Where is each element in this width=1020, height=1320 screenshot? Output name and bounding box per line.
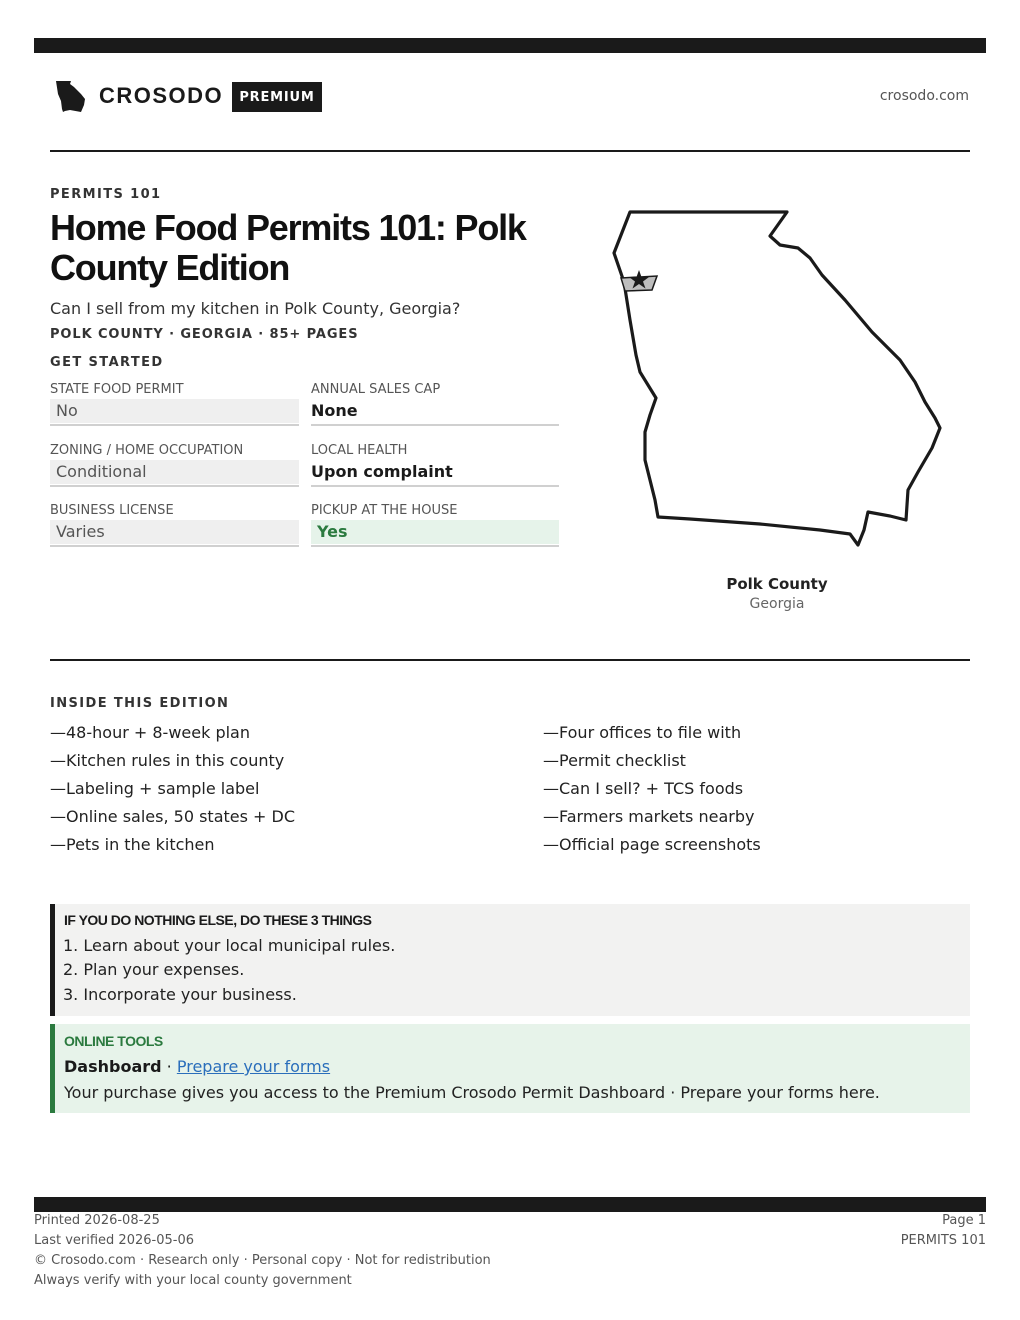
georgia-state-icon	[53, 79, 89, 115]
footer-section: PERMITS 101	[900, 1233, 986, 1248]
tools-separator: ·	[161, 1057, 177, 1076]
online-tools-callout	[50, 1024, 970, 1113]
list-item: —Farmers markets nearby	[543, 807, 755, 826]
fact-underline	[50, 424, 299, 426]
fact-local-health	[311, 443, 559, 493]
fact-underline	[311, 485, 559, 487]
eyebrow: PERMITS 101	[50, 187, 162, 202]
fact-label: ZONING / HOME OCCUPATION	[50, 443, 244, 458]
fact-label: ANNUAL SALES CAP	[311, 382, 441, 397]
list-item: —Official page screenshots	[543, 835, 761, 854]
fact-value: Conditional	[50, 460, 299, 484]
prepare-forms-link[interactable]: Prepare your forms	[176, 1057, 331, 1076]
site-url[interactable]: crosodo.com	[879, 88, 969, 104]
copyright: © Crosodo.com · Research only · Personal copy · Not for redistribution	[34, 1253, 491, 1268]
contents-list-left	[50, 722, 470, 862]
fact-state-food-permit	[50, 382, 299, 432]
fact-value: Yes	[311, 520, 559, 544]
tools-links-row	[64, 1057, 330, 1076]
georgia-outline	[614, 212, 940, 545]
fact-label: STATE FOOD PERMIT	[50, 382, 184, 397]
subtitle: Can I sell from my kitchen in Polk County, Georgia?	[50, 299, 461, 318]
callout-step: 3. Incorporate your business.	[63, 985, 297, 1004]
list-item: —Four offices to file with	[543, 723, 742, 742]
get-started-heading: GET STARTED	[50, 355, 164, 370]
tools-description: Your purchase gives you access to the Premium Crosodo Permit Dashboard · Prepare your forms here.	[64, 1083, 880, 1102]
header-divider	[50, 150, 970, 152]
fact-underline	[50, 485, 299, 487]
brand-name: CROSODO	[99, 83, 224, 108]
fact-annual-sales-cap	[311, 382, 559, 432]
dashboard-label: Dashboard	[64, 1057, 162, 1076]
map-state-name: Georgia	[749, 596, 805, 612]
fact-label: PICKUP AT THE HOUSE	[311, 503, 458, 518]
fact-value: None	[311, 401, 358, 420]
fact-pickup	[311, 503, 559, 553]
fact-value: Varies	[50, 520, 299, 544]
premium-badge: PREMIUM	[232, 82, 322, 112]
fact-underline	[50, 545, 299, 547]
page-title: Home Food Permits 101: Polk County Edition	[50, 207, 526, 288]
list-item: —Permit checklist	[543, 751, 686, 770]
contents-list-right	[543, 722, 963, 862]
list-item: —48-hour + 8-week plan	[50, 723, 250, 742]
edition-meta: POLK COUNTY · GEORGIA · 85+ PAGES	[50, 327, 359, 342]
tools-heading: ONLINE TOOLS	[64, 1033, 163, 1049]
list-item: —Can I sell? + TCS foods	[543, 779, 744, 798]
list-item: —Online sales, 50 states + DC	[50, 807, 296, 826]
three-things-callout	[50, 904, 970, 1016]
callout-heading: IF YOU DO NOTHING ELSE, DO THESE 3 THINGS	[64, 912, 372, 928]
page-number: Page 1	[942, 1213, 986, 1228]
list-item: —Labeling + sample label	[50, 779, 260, 798]
fact-zoning	[50, 443, 299, 493]
fact-label: LOCAL HEALTH	[311, 443, 408, 458]
disclaimer: Always verify with your local county government	[34, 1273, 352, 1288]
map-county-name: Polk County	[726, 575, 828, 593]
inside-heading: INSIDE THIS EDITION	[50, 696, 230, 711]
georgia-map	[604, 204, 948, 554]
fact-business-license	[50, 503, 299, 553]
section-divider	[50, 659, 970, 661]
callout-step: 2. Plan your expenses.	[63, 960, 245, 979]
verified-date: Last verified 2026-05-06	[34, 1233, 194, 1248]
list-item: —Kitchen rules in this county	[50, 751, 285, 770]
fact-underline	[311, 545, 559, 547]
fact-value: No	[50, 399, 299, 423]
list-item: —Pets in the kitchen	[50, 835, 215, 854]
callout-step: 1. Learn about your local municipal rules.	[63, 936, 396, 955]
header	[50, 76, 970, 116]
printed-date: Printed 2026-08-25	[34, 1213, 160, 1228]
top-bar	[34, 38, 986, 53]
fact-value: Upon complaint	[311, 462, 453, 481]
fact-underline	[311, 424, 559, 426]
fact-label: BUSINESS LICENSE	[50, 503, 174, 518]
footer-bar	[34, 1197, 986, 1212]
